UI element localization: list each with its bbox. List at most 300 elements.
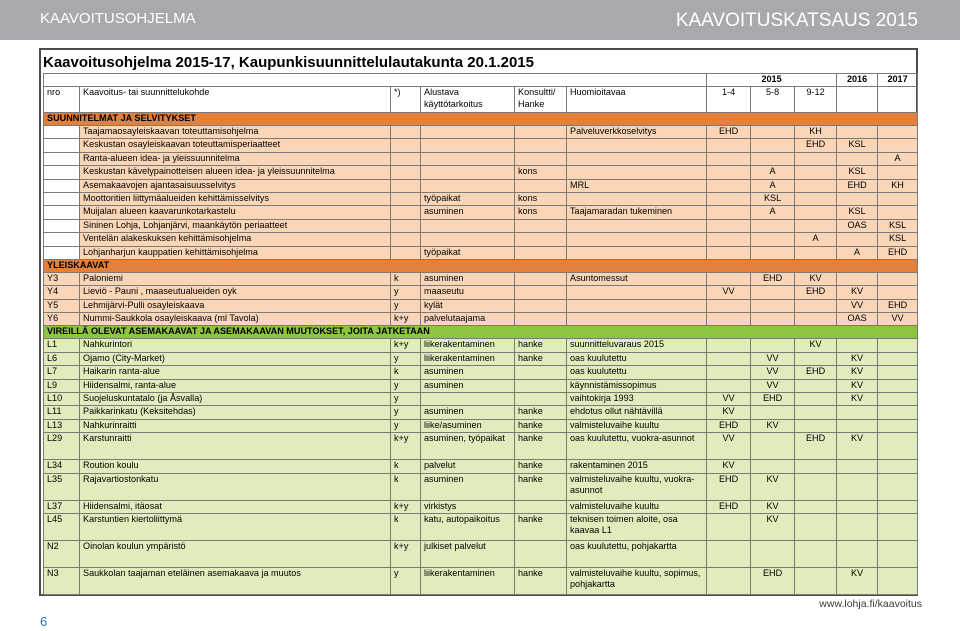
cell-q3	[795, 460, 837, 473]
cell-q1: VV	[707, 393, 751, 406]
cell-kons: kons	[515, 192, 567, 205]
cell-y17	[878, 433, 918, 460]
cell-q2	[751, 126, 795, 139]
cell-kons: hanke	[515, 460, 567, 473]
cell-y17: KSL	[878, 219, 918, 232]
cell-star: k	[391, 460, 421, 473]
cell-nro	[44, 166, 80, 179]
table-row	[44, 379, 918, 392]
cell-q2: EHD	[751, 272, 795, 285]
cell-q3	[795, 513, 837, 540]
cell-q1	[707, 339, 751, 352]
cell-alustava: asuminen	[421, 473, 515, 500]
table-row	[44, 500, 918, 513]
cell-y17	[878, 272, 918, 285]
cell-q2: EHD	[751, 393, 795, 406]
cell-huom: rakentaminen 2015	[567, 460, 707, 473]
cell-huom: vaihtokirja 1993	[567, 393, 707, 406]
cell-huom	[567, 139, 707, 152]
cell-kons: hanke	[515, 352, 567, 365]
cell-alustava: asuminen	[421, 272, 515, 285]
cell-alustava: katu, autopaikoitus	[421, 513, 515, 540]
cell-huom: Taajamaradan tukeminen	[567, 206, 707, 219]
cell-huom	[567, 233, 707, 246]
cell-name: Ojamo (City-Market)	[80, 352, 391, 365]
cell-name: Nahkurintori	[80, 339, 391, 352]
cell-name: Roution koulu	[80, 460, 391, 473]
cell-name: Muijalan alueen kaavarunkotarkastelu	[80, 206, 391, 219]
cell-huom	[567, 246, 707, 259]
cell-q3	[795, 179, 837, 192]
section-header	[44, 326, 918, 339]
cell-kons: hanke	[515, 339, 567, 352]
cell-q1	[707, 567, 751, 594]
cell-y17	[878, 286, 918, 299]
cell-alustava: virkistys	[421, 500, 515, 513]
cell-kons	[515, 152, 567, 165]
cell-q2: A	[751, 179, 795, 192]
cell-q2	[751, 139, 795, 152]
table-row	[44, 286, 918, 299]
cell-nro	[44, 233, 80, 246]
cell-y16	[837, 540, 878, 567]
cell-q1	[707, 166, 751, 179]
cell-nro	[44, 206, 80, 219]
cell-q1	[707, 513, 751, 540]
cell-q2	[751, 152, 795, 165]
cell-star: k	[391, 513, 421, 540]
table-row	[44, 299, 918, 312]
cell-name: Keskustan kävelypainotteisen alueen idea- ja yleissuunnitelma	[80, 166, 391, 179]
cell-star	[391, 233, 421, 246]
table-row	[44, 152, 918, 165]
cell-alustava: palvelutaajama	[421, 313, 515, 326]
cell-kons	[515, 139, 567, 152]
cell-q3: KH	[795, 126, 837, 139]
cell-alustava: asuminen	[421, 379, 515, 392]
cell-nro: N3	[44, 567, 80, 594]
cell-alustava: työpaikat	[421, 192, 515, 205]
col-konsultti: Konsultti/ Hanke	[515, 87, 567, 113]
cell-y16: KV	[837, 286, 878, 299]
cell-q1: EHD	[707, 473, 751, 500]
cell-star	[391, 152, 421, 165]
section-title: SUUNNITELMAT JA SELVITYKSET	[44, 113, 918, 126]
cell-q3	[795, 206, 837, 219]
cell-alustava	[421, 166, 515, 179]
cell-star: k+y	[391, 433, 421, 460]
cell-nro: L35	[44, 473, 80, 500]
cell-alustava	[421, 233, 515, 246]
cell-nro: Y5	[44, 299, 80, 312]
cell-q3	[795, 406, 837, 419]
cell-y17	[878, 352, 918, 365]
cell-kons	[515, 219, 567, 232]
cell-kons	[515, 299, 567, 312]
cell-y16	[837, 460, 878, 473]
cell-nro	[44, 219, 80, 232]
cell-q2: VV	[751, 366, 795, 379]
cell-name: Ranta-alueen idea- ja yleissuunnitelma	[80, 152, 391, 165]
cell-star: y	[391, 379, 421, 392]
cell-name: Lieviö - Pauni , maaseutualueiden oyk	[80, 286, 391, 299]
cell-kons: hanke	[515, 473, 567, 500]
cell-nro: L6	[44, 352, 80, 365]
cell-q3: EHD	[795, 139, 837, 152]
cell-huom	[567, 313, 707, 326]
cell-star	[391, 219, 421, 232]
cell-huom: MRL	[567, 179, 707, 192]
cell-alustava: asuminen	[421, 406, 515, 419]
cell-y16: KV	[837, 366, 878, 379]
cell-huom	[567, 219, 707, 232]
cell-y17: EHD	[878, 299, 918, 312]
section-title: YLEISKAAVAT	[44, 259, 918, 272]
cell-kons	[515, 246, 567, 259]
cell-star: y	[391, 419, 421, 432]
table-row	[44, 393, 918, 406]
cell-y17	[878, 192, 918, 205]
cell-kons: hanke	[515, 419, 567, 432]
table-row	[44, 352, 918, 365]
cell-q2: VV	[751, 379, 795, 392]
cell-nro: L9	[44, 379, 80, 392]
table-row	[44, 473, 918, 500]
table-row	[44, 246, 918, 259]
cell-y16: KV	[837, 393, 878, 406]
cell-huom	[567, 192, 707, 205]
cell-y17	[878, 540, 918, 567]
cell-alustava: asuminen	[421, 206, 515, 219]
cell-y17	[878, 513, 918, 540]
cell-huom: Asuntomessut	[567, 272, 707, 285]
cell-alustava: kylät	[421, 299, 515, 312]
col-q3: 9-12	[795, 87, 837, 113]
cell-y17	[878, 567, 918, 594]
cell-alustava	[421, 126, 515, 139]
cell-nro: Y4	[44, 286, 80, 299]
cell-y17: KSL	[878, 233, 918, 246]
cell-kons	[515, 500, 567, 513]
banner-left-title: KAAVOITUSOHJELMA	[40, 10, 196, 27]
cell-q1: KV	[707, 406, 751, 419]
cell-name: Paloniemi	[80, 272, 391, 285]
page-title: Kaavoitusohjelma 2015-17, Kaupunkisuunnittelulautakunta 20.1.2015	[43, 54, 534, 71]
cell-star: y	[391, 286, 421, 299]
cell-q3	[795, 192, 837, 205]
cell-nro	[44, 192, 80, 205]
cell-kons	[515, 179, 567, 192]
cell-huom: oas kuulutettu, pohjakartta	[567, 540, 707, 567]
cell-star: y	[391, 567, 421, 594]
cell-q1	[707, 313, 751, 326]
table-row	[44, 339, 918, 352]
cell-q1: EHD	[707, 500, 751, 513]
table-row	[44, 206, 918, 219]
cell-kons: kons	[515, 166, 567, 179]
cell-alustava: liikerakentaminen	[421, 567, 515, 594]
cell-kons: hanke	[515, 513, 567, 540]
cell-star	[391, 166, 421, 179]
cell-kons	[515, 366, 567, 379]
cell-y16	[837, 500, 878, 513]
cell-nro: L10	[44, 393, 80, 406]
table-row	[44, 233, 918, 246]
cell-name: Taajamaosayleiskaavan toteuttamisohjelma	[80, 126, 391, 139]
cell-kons	[515, 393, 567, 406]
cell-huom	[567, 299, 707, 312]
cell-name: Oinolan koulun ympäristö	[80, 540, 391, 567]
cell-q1	[707, 540, 751, 567]
cell-huom: ehdotus ollut nähtävillä	[567, 406, 707, 419]
table-row	[44, 540, 918, 567]
cell-name: Lehmijärvi-Pulli osayleiskaava	[80, 299, 391, 312]
section-title: VIREILLÄ OLEVAT ASEMAKAAVAT JA ASEMAKAAVAN MUUTOKSET, JOITA JATKETAAN	[44, 326, 918, 339]
cell-y17	[878, 419, 918, 432]
cell-huom: valmisteluvaihe kuultu	[567, 500, 707, 513]
cell-y17	[878, 473, 918, 500]
cell-q2	[751, 433, 795, 460]
cell-y17	[878, 166, 918, 179]
cell-q3: KV	[795, 272, 837, 285]
cell-q3	[795, 166, 837, 179]
cell-q2	[751, 406, 795, 419]
cell-star: y	[391, 393, 421, 406]
cell-huom: valmisteluvaihe kuultu	[567, 419, 707, 432]
cell-huom: käynnistämissopimus	[567, 379, 707, 392]
page-number: 6	[40, 614, 48, 629]
cell-y16	[837, 272, 878, 285]
cell-q2: KV	[751, 513, 795, 540]
cell-q1	[707, 206, 751, 219]
cell-star	[391, 246, 421, 259]
cell-name: Moottoritien liittymäalueiden kehittämisselvitys	[80, 192, 391, 205]
col-nro: nro	[44, 87, 80, 113]
cell-q3	[795, 567, 837, 594]
cell-nro: L45	[44, 513, 80, 540]
cell-y16: VV	[837, 299, 878, 312]
cell-y17	[878, 139, 918, 152]
cell-q1	[707, 299, 751, 312]
cell-q3: EHD	[795, 286, 837, 299]
cell-q3	[795, 352, 837, 365]
table-row	[44, 366, 918, 379]
cell-alustava: palvelut	[421, 460, 515, 473]
cell-y17	[878, 406, 918, 419]
table-row	[44, 192, 918, 205]
cell-q2: A	[751, 206, 795, 219]
cell-nro: L29	[44, 433, 80, 460]
cell-y17: VV	[878, 313, 918, 326]
col-name: Kaavoitus- tai suunnittelukohde	[80, 87, 391, 113]
cell-star: k	[391, 366, 421, 379]
cell-q1: EHD	[707, 419, 751, 432]
cell-name: Hiidensalmi, itäosat	[80, 500, 391, 513]
cell-star	[391, 192, 421, 205]
cell-y16	[837, 192, 878, 205]
year-2017: 2017	[878, 74, 918, 87]
year-2015: 2015	[707, 74, 837, 87]
cell-nro: L11	[44, 406, 80, 419]
cell-y16: OAS	[837, 219, 878, 232]
cell-y17	[878, 379, 918, 392]
cell-huom: suunnitteluvaraus 2015	[567, 339, 707, 352]
cell-alustava	[421, 139, 515, 152]
cell-y16: OAS	[837, 313, 878, 326]
cell-q3	[795, 500, 837, 513]
cell-q2	[751, 460, 795, 473]
cell-q2: VV	[751, 352, 795, 365]
cell-alustava: asuminen, työpaikat	[421, 433, 515, 460]
cell-alustava	[421, 219, 515, 232]
cell-q1	[707, 272, 751, 285]
cell-q2	[751, 246, 795, 259]
cell-q1: VV	[707, 286, 751, 299]
cell-q2: A	[751, 166, 795, 179]
cell-kons: hanke	[515, 433, 567, 460]
cell-y16	[837, 513, 878, 540]
cell-star: k+y	[391, 313, 421, 326]
cell-y16: KV	[837, 352, 878, 365]
cell-q3	[795, 393, 837, 406]
section-header	[44, 113, 918, 126]
cell-q3	[795, 246, 837, 259]
cell-q1	[707, 192, 751, 205]
cell-star: k	[391, 473, 421, 500]
cell-star: k	[391, 272, 421, 285]
cell-huom: valmisteluvaihe kuultu, sopimus, pohjakartta	[567, 567, 707, 594]
cell-kons: hanke	[515, 406, 567, 419]
table-row	[44, 219, 918, 232]
cell-nro: L7	[44, 366, 80, 379]
cell-y16: KV	[837, 379, 878, 392]
cell-q1	[707, 152, 751, 165]
cell-q1: VV	[707, 433, 751, 460]
cell-kons: hanke	[515, 567, 567, 594]
cell-huom: teknisen toimen aloite, osa kaavaa L1	[567, 513, 707, 540]
cell-kons	[515, 313, 567, 326]
cell-name: Paikkarinkatu (Keksitehdas)	[80, 406, 391, 419]
cell-alustava	[421, 152, 515, 165]
cell-q3	[795, 379, 837, 392]
cell-q2	[751, 233, 795, 246]
cell-y17	[878, 393, 918, 406]
cell-huom	[567, 152, 707, 165]
table-row	[44, 419, 918, 432]
cell-q3	[795, 419, 837, 432]
cell-q1	[707, 352, 751, 365]
cell-name: Sininen Lohja, Lohjanjärvi, maankäytön periaatteet	[80, 219, 391, 232]
table-row	[44, 139, 918, 152]
cell-name: Lohjanharjun kauppatien kehittämisohjelma	[80, 246, 391, 259]
table-row	[44, 179, 918, 192]
cell-alustava: liikerakentaminen	[421, 339, 515, 352]
cell-huom: oas kuulutettu	[567, 366, 707, 379]
cell-star: k+y	[391, 339, 421, 352]
cell-y16: KSL	[837, 166, 878, 179]
section-header	[44, 259, 918, 272]
cell-alustava: julkiset palvelut	[421, 540, 515, 567]
cell-nro	[44, 126, 80, 139]
cell-y17	[878, 206, 918, 219]
cell-q1	[707, 179, 751, 192]
cell-q2	[751, 339, 795, 352]
cell-alustava: liike/asuminen	[421, 419, 515, 432]
cell-huom: oas kuulutettu	[567, 352, 707, 365]
top-banner	[0, 0, 960, 40]
table-row	[44, 460, 918, 473]
cell-name: Ventelän alakeskuksen kehittämisohjelma	[80, 233, 391, 246]
table-row	[44, 166, 918, 179]
cell-alustava: liikerakentaminen	[421, 352, 515, 365]
cell-y16	[837, 126, 878, 139]
cell-q2	[751, 219, 795, 232]
col-star: *)	[391, 87, 421, 113]
cell-star: k+y	[391, 500, 421, 513]
cell-q2: KV	[751, 473, 795, 500]
cell-kons	[515, 540, 567, 567]
cell-star: y	[391, 406, 421, 419]
cell-q3	[795, 540, 837, 567]
cell-huom	[567, 286, 707, 299]
table-row	[44, 126, 918, 139]
cell-star	[391, 126, 421, 139]
cell-huom: valmisteluvaihe kuultu, vuokra-asunnot	[567, 473, 707, 500]
cell-kons: kons	[515, 206, 567, 219]
cell-name: Karstunraitti	[80, 433, 391, 460]
cell-q1	[707, 366, 751, 379]
cell-nro: L34	[44, 460, 80, 473]
cell-name: Karstuntien kiertoliittymä	[80, 513, 391, 540]
cell-star: y	[391, 299, 421, 312]
cell-q2	[751, 299, 795, 312]
cell-kons	[515, 379, 567, 392]
cell-q1	[707, 139, 751, 152]
cell-q1	[707, 379, 751, 392]
cell-q1	[707, 233, 751, 246]
year-2016: 2016	[837, 74, 878, 87]
cell-q3	[795, 313, 837, 326]
cell-star	[391, 139, 421, 152]
table-row	[44, 313, 918, 326]
cell-alustava	[421, 393, 515, 406]
cell-q1	[707, 246, 751, 259]
cell-nro	[44, 246, 80, 259]
program-table	[43, 73, 918, 595]
cell-name: Rajavartiostonkatu	[80, 473, 391, 500]
cell-kons	[515, 233, 567, 246]
cell-nro: L13	[44, 419, 80, 432]
cell-name: Nummi-Saukkola osayleiskaava (ml Tavola)	[80, 313, 391, 326]
cell-nro: L37	[44, 500, 80, 513]
footer-url[interactable]: www.lohja.fi/kaavoitus	[819, 598, 922, 610]
banner-right-title: KAAVOITUSKATSAUS 2015	[675, 10, 918, 31]
cell-alustava: työpaikat	[421, 246, 515, 259]
cell-name: Saukkolan taajaman eteläinen asemakaava ja muutos	[80, 567, 391, 594]
cell-q3: KV	[795, 339, 837, 352]
cell-nro	[44, 152, 80, 165]
cell-q3	[795, 299, 837, 312]
cell-y17: A	[878, 152, 918, 165]
cell-y16	[837, 473, 878, 500]
cell-q2: EHD	[751, 567, 795, 594]
cell-y16	[837, 339, 878, 352]
cell-nro	[44, 139, 80, 152]
cell-name: Keskustan osayleiskaavan toteuttamisperiaatteet	[80, 139, 391, 152]
cell-nro	[44, 179, 80, 192]
cell-nro: Y3	[44, 272, 80, 285]
cell-y16: A	[837, 246, 878, 259]
